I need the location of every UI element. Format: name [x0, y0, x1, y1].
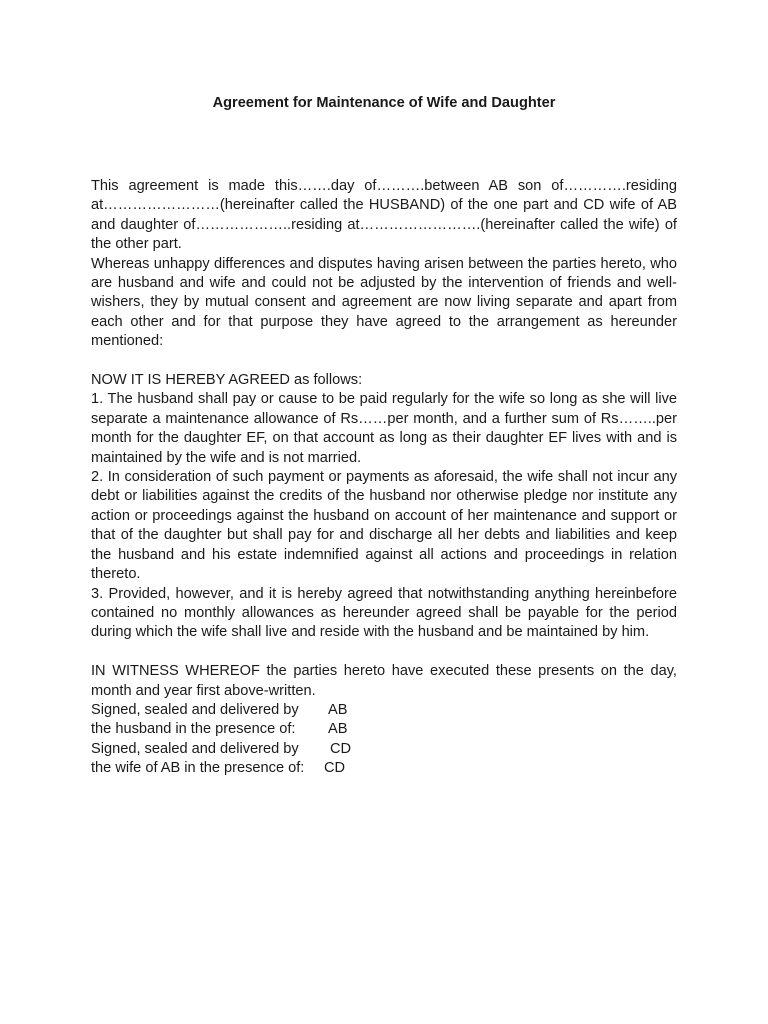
document-title: Agreement for Maintenance of Wife and Daughter [212, 95, 556, 111]
intro-paragraph: This agreement is made this…….day of……….between AB son of………….residing at……………………(hereinafter called the HUSBAND) of the one part and CD wife of AB and daughter of………………..residing at…………………….(hereinafter called the wife) of the other part. [91, 178, 677, 253]
signatory-name: AB [328, 721, 348, 738]
document-body [91, 177, 677, 779]
signature-line [91, 759, 677, 778]
signatory-name: CD [330, 740, 352, 757]
signature-label: Signed, sealed and delivered by [91, 701, 299, 718]
whereas-paragraph: Whereas unhappy differences and disputes having arisen between the parties hereto, who are husband and wife and could not be adjusted by the intervention of friends and well-wishers, they by mutual consent and agreement are now living separate and apart from each other and for that purpose they have agreed to the arrangement as hereunder mentioned: [91, 255, 677, 350]
signatory-name: CD [324, 760, 346, 777]
blank-line [91, 643, 677, 662]
blank-line [91, 352, 677, 371]
clause-2: 2. In consideration of such payment or payments as aforesaid, the wife shall not incur any debt or liabilities against the credits of the husband nor otherwise pledge nor institute any action or proceedings against the husband on account of her maintenance and support or that of the daughter but shall pay for and discharge all her debts and liabilities and keep the husband and his estate indemnified against all actions and proceedings in relation thereto. [91, 469, 677, 583]
signature-label: the husband in the presence of: [91, 721, 296, 738]
signature-line [91, 720, 677, 739]
signature-line [91, 740, 677, 759]
signature-line [91, 701, 677, 720]
agreed-heading: NOW IT IS HEREBY AGREED as follows: [91, 372, 363, 389]
signature-label: Signed, sealed and delivered by [91, 740, 299, 757]
clause-3: 3. Provided, however, and it is hereby agreed that notwithstanding anything hereinbefore contained no monthly allowances as hereunder agreed shall be payable for the period during which the wife shall live and reside with the husband and be maintained by him. [91, 585, 677, 641]
signatory-name: AB [328, 701, 348, 718]
witness-paragraph: IN WITNESS WHEREOF the parties hereto have executed these presents on the day, month and year first above-written. [91, 663, 677, 699]
signature-label: the wife of AB in the presence of: [91, 760, 305, 777]
clause-1: 1. The husband shall pay or cause to be paid regularly for the wife so long as she will live separate a maintenance allowance of Rs……per month, and a further sum of Rs……..per month for the daughter EF, on that account as long as their daughter EF lives with and is maintained by the wife and is not married. [91, 391, 677, 466]
